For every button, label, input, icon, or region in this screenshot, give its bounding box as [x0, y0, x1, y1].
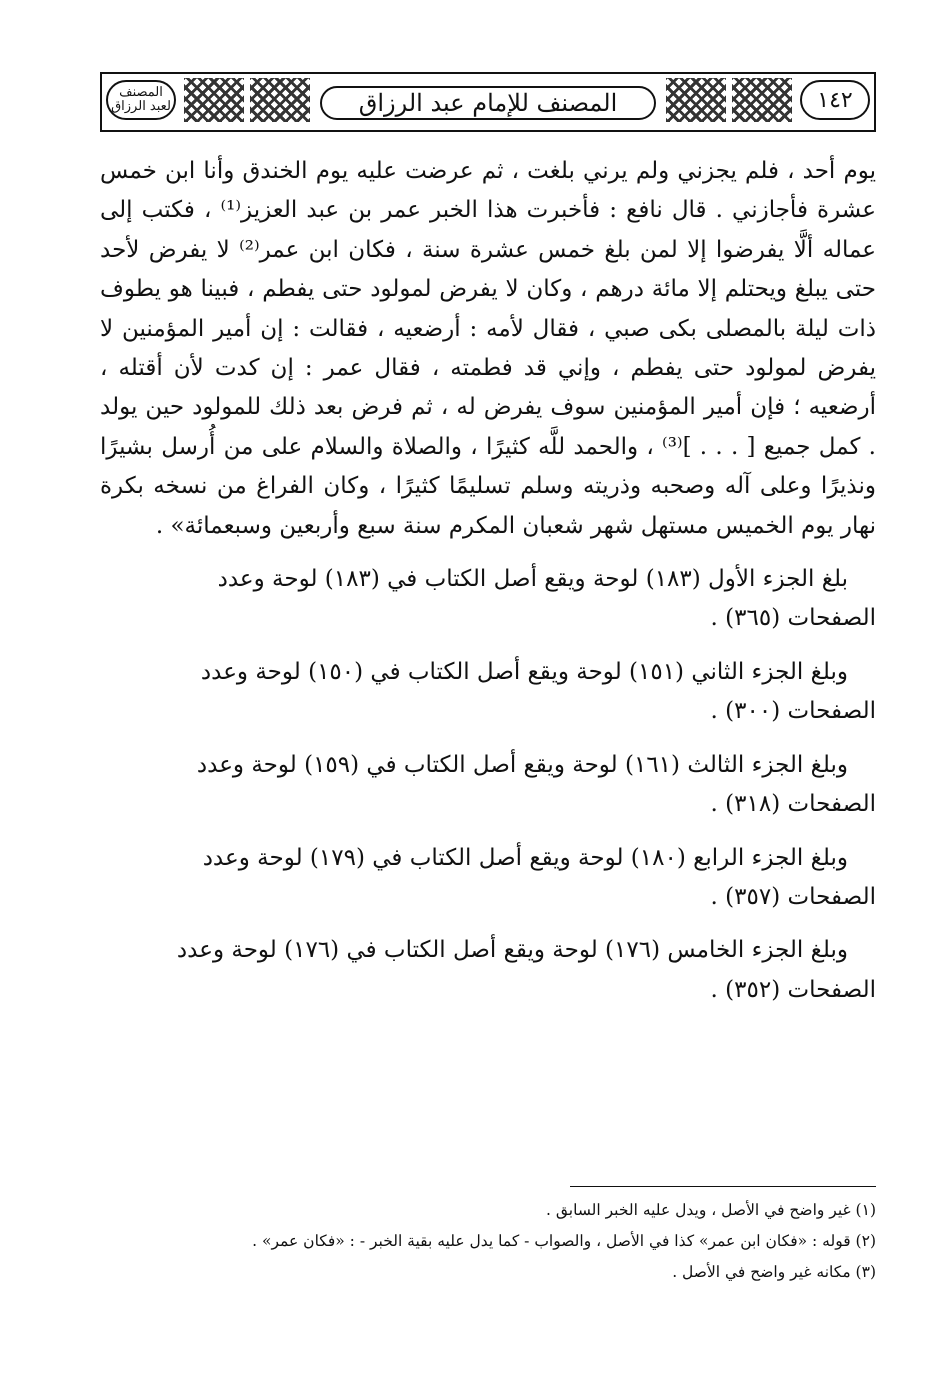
volume-line: الصفحات (٣٦٥) . [710, 605, 876, 632]
volume-line: وبلغ الجزء الثالث (١٦١) لوحة ويقع أصل الكتاب في (١٥٩) لوحة وعدد [196, 751, 848, 778]
volume-line: الصفحات (٣١٨) . [710, 791, 876, 818]
footnote-divider [570, 1186, 876, 1187]
footnote-1: (١) غير واضح في الأصل ، ويدل عليه الخبر السابق . [546, 1201, 876, 1219]
running-header [100, 72, 876, 132]
paragraph: يوم أحد ، فلم يجزني ولم يرني بلغت ، ثم عرضت عليه يوم الخندق وأنا ابن خمس عشرة فأجازني . قال نافع : فأخبرت هذا الخبر عمر بن عبد العزيز⁽¹⁾ ، فكتب إلى عماله ألَّا يفرضوا إلا لمن بلغ خمس عشرة سنة ، فكان ابن عمر⁽²⁾ لا يفرض لأحد حتى يبلغ ويحتلم إلا مائة درهم ، وكان لا يفرض لمولود حتى يفطم ، فبينا هو يطوف ذات ليلة بالمصلى بكى صبي ، فقال لأمه : أرضعيه ، فقالت : إن أمير المؤمنين لا يفرض لمولود حتى يفطم ، وإني قد فطمته ، فقال عمر : إن كدت لأن أقتله ، أرضعيه ؛ فإن أمير المؤمنين سوف يفرض له ، ثم فرض بعد ذلك للمولود حين يولد . كمل جميع [ . . . ]⁽³⁾ ، والحمد للَّه كثيرًا ، والصلاة والسلام على من أُرسل بشيرًا ونذيرًا وعلى آله وصحبه وذريته وسلم تسليمًا كثيرًا ، وكان الفراغ من نسخه بكرة نهار يوم الخميس مستهل شهر شعبان المكرم سنة سبع وأربعين وسبعمائة» . [100, 158, 877, 539]
emblem-line-1: المصنف [119, 85, 163, 100]
footnotes [100, 1186, 876, 1288]
main-text [100, 152, 876, 1010]
ornament-icon [250, 78, 310, 122]
volume-line: الصفحات (٣٥٢) . [710, 976, 876, 1003]
volume-line: بلغ الجزء الأول (١٨٣) لوحة ويقع أصل الكتاب في (١٨٣) لوحة وعدد [217, 566, 848, 593]
ornament-icon [732, 78, 792, 122]
volume-entry [100, 653, 876, 732]
footnote-2: (٢) قوله : «فكان ابن عمر» كذا في الأصل ، والصواب - كما يدل عليه بقية الخبر - : «فكان عمر» . [252, 1232, 876, 1250]
volume-line: الصفحات (٣٠٠) . [710, 698, 876, 725]
footnote-3: (٣) مكانه غير واضح في الأصل . [672, 1263, 876, 1281]
ornament-icon [666, 78, 726, 122]
volume-line: وبلغ الجزء الخامس (١٧٦) لوحة ويقع أصل الكتاب في (١٧٦) لوحة وعدد [176, 937, 848, 964]
running-title: المصنف للإمام عبد الرزاق [320, 86, 656, 120]
volume-line: الصفحات (٣٥٧) . [710, 883, 876, 910]
volume-entry [100, 560, 876, 639]
volume-entry [100, 746, 876, 825]
volume-entry [100, 839, 876, 918]
emblem-line-2: لعبد الرزاق [111, 99, 171, 114]
volume-entry [100, 931, 876, 1010]
page-number: ١٤٢ [800, 80, 870, 120]
volume-line: وبلغ الجزء الثاني (١٥١) لوحة ويقع أصل الكتاب في (١٥٠) لوحة وعدد [200, 658, 848, 685]
ornament-icon [184, 78, 244, 122]
book-emblem [106, 80, 176, 120]
volume-line: وبلغ الجزء الرابع (١٨٠) لوحة ويقع أصل الكتاب في (١٧٩) لوحة وعدد [202, 844, 848, 871]
